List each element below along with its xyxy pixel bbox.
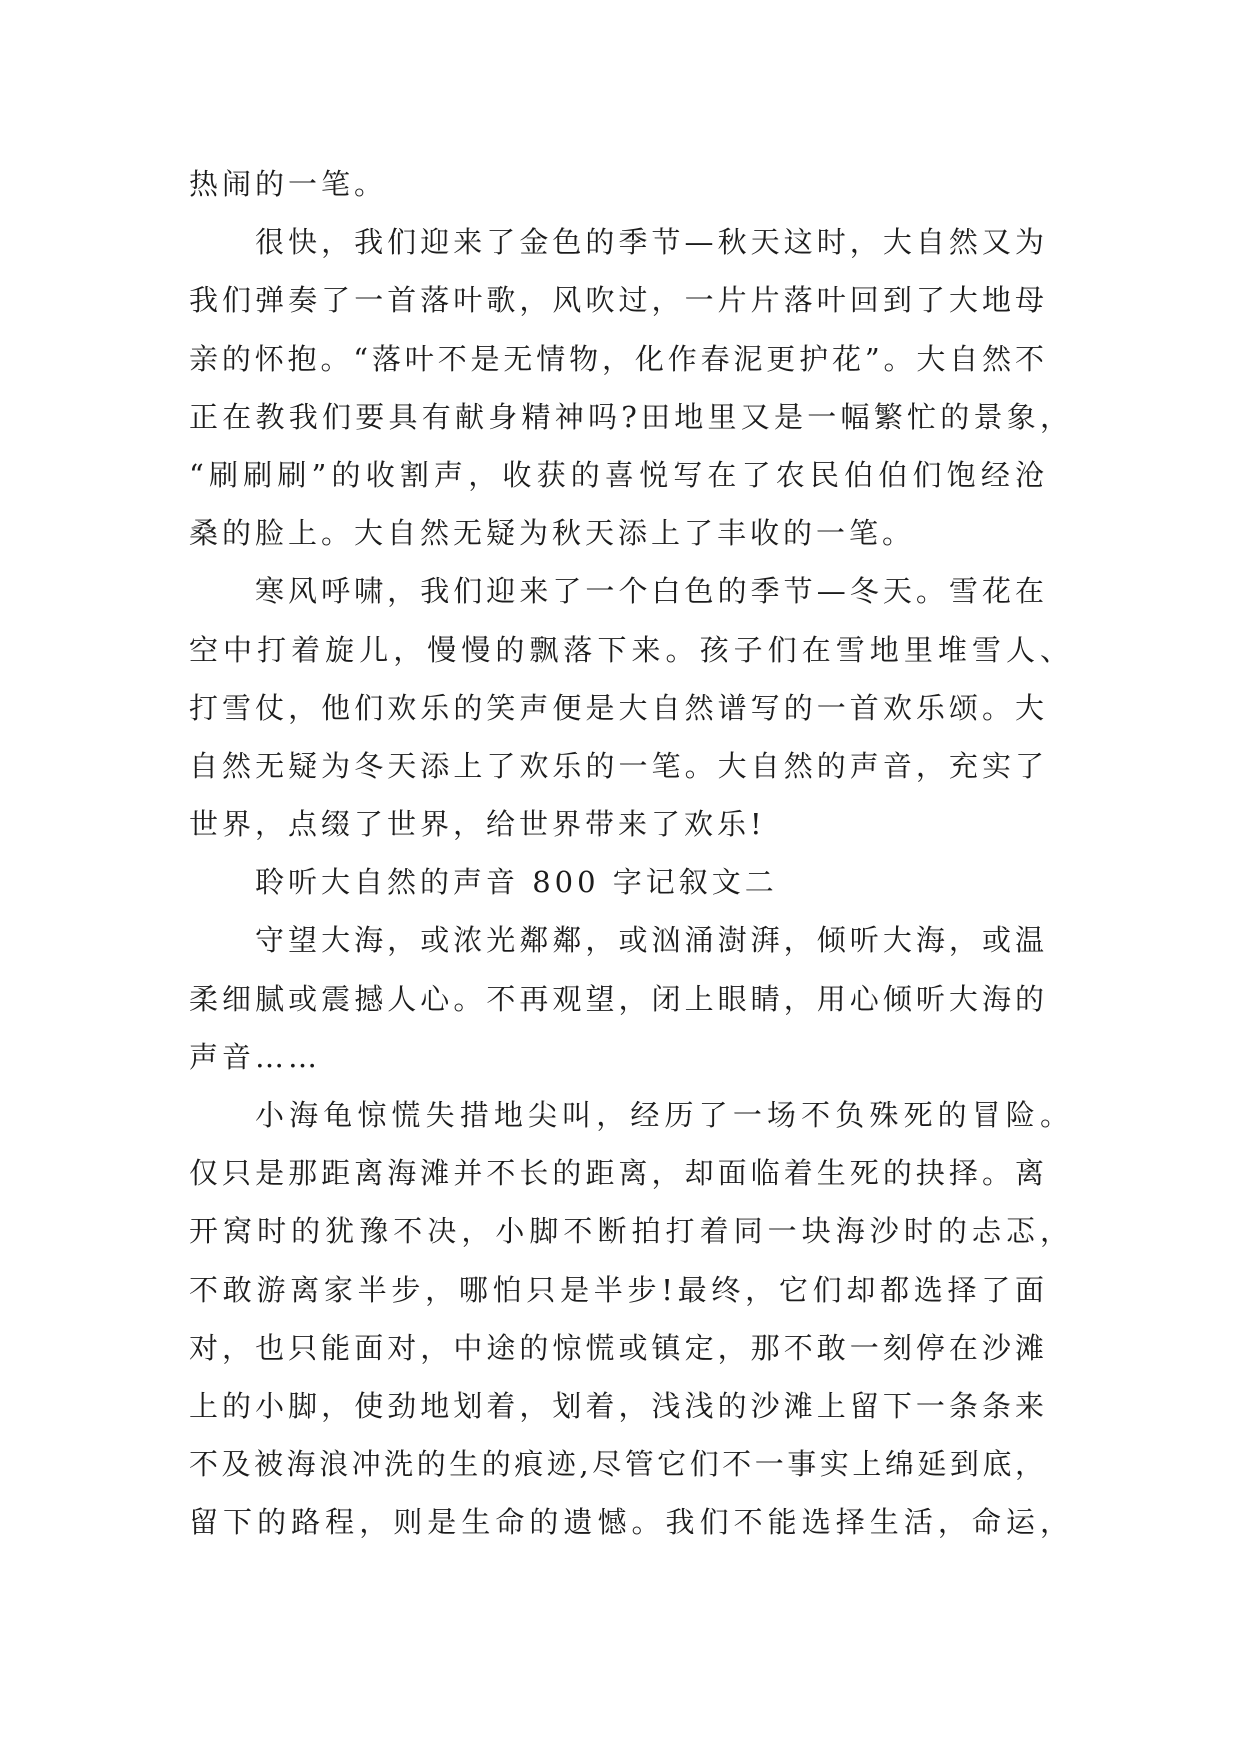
text-line: 对，也只能面对，中途的惊慌或镇定，那不敢一刻停在沙滩: [189, 1330, 1046, 1365]
text-line: 自然无疑为冬天添上了欢乐的一笔。大自然的声音，充实了: [189, 748, 1046, 783]
section-heading: [189, 853, 1079, 911]
paragraph: [189, 911, 1079, 1086]
paragraph: [189, 213, 1079, 562]
text-line: 仅只是那距离海滩并不长的距离，却面临着生死的抉择。离: [189, 1156, 1046, 1191]
text-line: 小海龟惊慌失措地尖叫，经历了一场不负殊死的冒险。: [255, 1098, 1071, 1132]
text-line: 不敢游离家半步，哪怕只是半步!最终，它们却都选择了面: [189, 1272, 1046, 1307]
text-line: 柔细腻或震撼人心。不再观望，闭上眼睛，用心倾听大海的: [189, 981, 1046, 1016]
text-line: 桑的脸上。大自然无疑为秋天添上了丰收的一笔。: [189, 516, 916, 551]
text-line: “刷刷刷”的收割声，收获的喜悦写在了农民伯伯们饱经沧: [189, 457, 1046, 492]
text-line: 热闹的一笔。: [189, 167, 388, 201]
body-text: [189, 155, 1079, 1552]
text-line: 开窝时的犹豫不决，小脚不断拍打着同一块海沙时的忐忑，: [189, 1214, 1071, 1249]
paragraph: [189, 155, 1079, 213]
text-line: 打雪仗，他们欢乐的笑声便是大自然谱写的一首欢乐颂。大: [189, 690, 1046, 725]
section-heading-text: 聆听大自然的声音 800 字记叙文二: [255, 865, 778, 900]
text-line: 世界，点缀了世界，给世界带来了欢乐!: [189, 807, 766, 842]
text-line: 寒风呼啸，我们迎来了一个白色的季节—冬天。雪花在: [255, 574, 1046, 609]
text-line: 不及被海浪冲洗的生的痕迹,尽管它们不一事实上绵延到底，: [189, 1447, 1046, 1482]
paragraph: [189, 1086, 1079, 1552]
text-line: 守望大海，或浓光鄰鄰，或汹涌澍湃，倾听大海，或温: [255, 923, 1046, 958]
text-line: 正在教我们要具有献身精神吗?田地里又是一幅繁忙的景象，: [189, 399, 1071, 434]
text-line: 上的小脚，使劲地划着，划着，浅浅的沙滩上留下一条条来: [189, 1388, 1046, 1423]
text-line: 留下的路程，则是生命的遗憾。我们不能选择生活，命运，: [189, 1505, 1071, 1540]
text-line: 我们弹奏了一首落叶歌，风吹过，一片片落叶回到了大地母: [189, 283, 1046, 318]
text-line: 亲的怀抱。“落叶不是无情物，化作春泥更护花”。大自然不: [189, 341, 1046, 376]
text-line: 很快，我们迎来了金色的季节—秋天这时，大自然又为: [255, 225, 1046, 260]
paragraph: [189, 562, 1079, 853]
text-line: 空中打着旋儿，慢慢的飘落下来。孩子们在雪地里堆雪人、: [189, 632, 1071, 667]
text-line: 声音……: [189, 1039, 322, 1074]
